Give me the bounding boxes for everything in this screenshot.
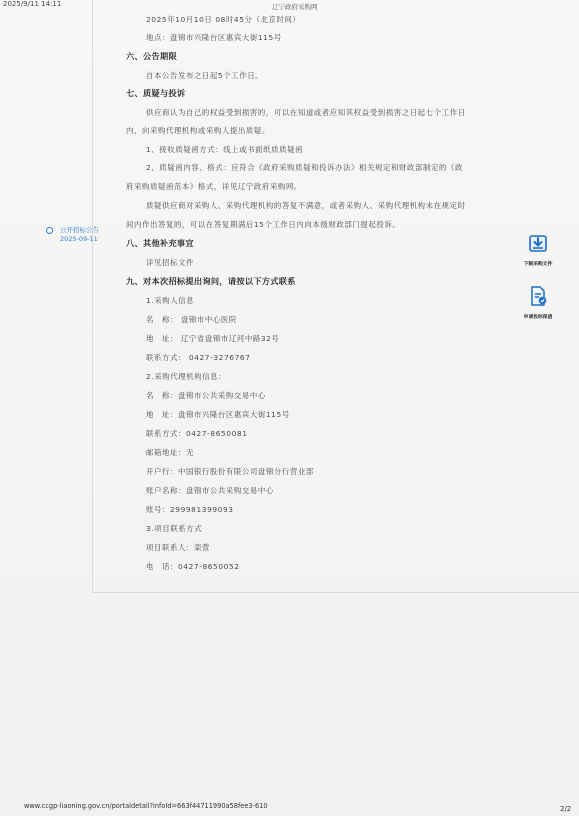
paragraph-line: 详见招标文件 [146, 258, 194, 267]
section-heading: 九、对本次招标提出询问，请按以下方式联系 [126, 276, 296, 286]
apply-label: 申请投标保函 [523, 315, 553, 320]
print-timestamp: 2025/9/11 14:11 [3, 0, 62, 8]
sidebar-link-date: 2025-09-11 [60, 235, 98, 243]
contact-subheading: 1.采购人信息 [146, 296, 195, 305]
contact-line: 邮箱地址：无 [146, 448, 194, 457]
contact-subheading: 2.采购代理机构信息： [146, 372, 227, 381]
contact-line: 名 称：盘锦市公共采购交易中心 [146, 391, 266, 400]
opening-location: 地点：盘锦市兴隆台区惠宾大街115号 [146, 33, 282, 42]
contact-line: 电 话：0427-8650052 [146, 562, 240, 571]
timeline-dot-icon [46, 227, 53, 234]
sidebar-link-label: 公开招标公告 [60, 226, 99, 234]
paragraph-line: 质疑供应商对采购人、采购代理机构的答复不满意，或者采购人、采购代理机构未在规定时 [146, 201, 466, 210]
contact-line: 账号：299981399093 [146, 505, 234, 514]
paragraph-line: 供应商认为自己的权益受到损害的，可以在知道或者应知其权益受到损害之日起七个工作日 [146, 108, 466, 117]
section-heading: 八、其他补充事宜 [126, 238, 194, 248]
contact-line: 名 称： 盘锦市中心医院 [146, 315, 237, 324]
contact-line: 开户行：中国银行股份有限公司盘锦分行营业部 [146, 467, 314, 476]
section-heading: 六、公告期限 [126, 51, 177, 61]
paragraph-line: 自本公告发布之日起5个工作日。 [146, 71, 264, 80]
contact-subheading: 3.项目联系方式 [146, 524, 203, 533]
download-procurement-file-button[interactable] [516, 232, 560, 267]
opening-time: 2025年10月10日 08时45分（北京时间） [146, 15, 301, 24]
page-url: www.ccgp-liaoning.gov.cn/portaldetail?infoId=663f44711990a58fee3-610 [24, 802, 268, 810]
paragraph-line: 内，向采购代理机构或采购人提出质疑。 [126, 126, 270, 135]
contact-line: 地 址： 辽宁省盘锦市辽河中路32号 [146, 334, 280, 343]
document-edit-icon [527, 285, 549, 307]
contact-line: 项目联系人：栾萱 [146, 543, 210, 552]
contact-line: 联系方式：0427-8650081 [146, 429, 248, 438]
contact-line: 联系方式： 0427-3276767 [146, 353, 251, 362]
paragraph-line: 1、接收质疑函方式：线上或书面纸质质疑函 [146, 145, 304, 154]
paragraph-line: 2、质疑函内容、格式：应符合《政府采购质疑和投诉办法》相关规定和财政部制定的《政 [146, 163, 463, 172]
paragraph-line: 间内作出答复的，可以在答复期满后15个工作日内向本级财政部门提起投诉。 [126, 220, 401, 229]
apply-bid-guarantee-button[interactable] [516, 285, 560, 320]
contact-line: 地 址：盘锦市兴隆台区惠宾大街115号 [146, 410, 290, 419]
contact-line: 账户名称：盘锦市公共采购交易中心 [146, 486, 274, 495]
download-icon [527, 232, 549, 254]
site-title: 辽宁政府采购网 [272, 3, 318, 11]
section-heading: 七、质疑与投诉 [126, 88, 186, 98]
page-number: 2/2 [560, 805, 572, 813]
paragraph-line: 府采购质疑函范本》格式，详见辽宁政府采购网。 [126, 182, 302, 191]
download-label: 下载采购文件 [523, 262, 553, 267]
